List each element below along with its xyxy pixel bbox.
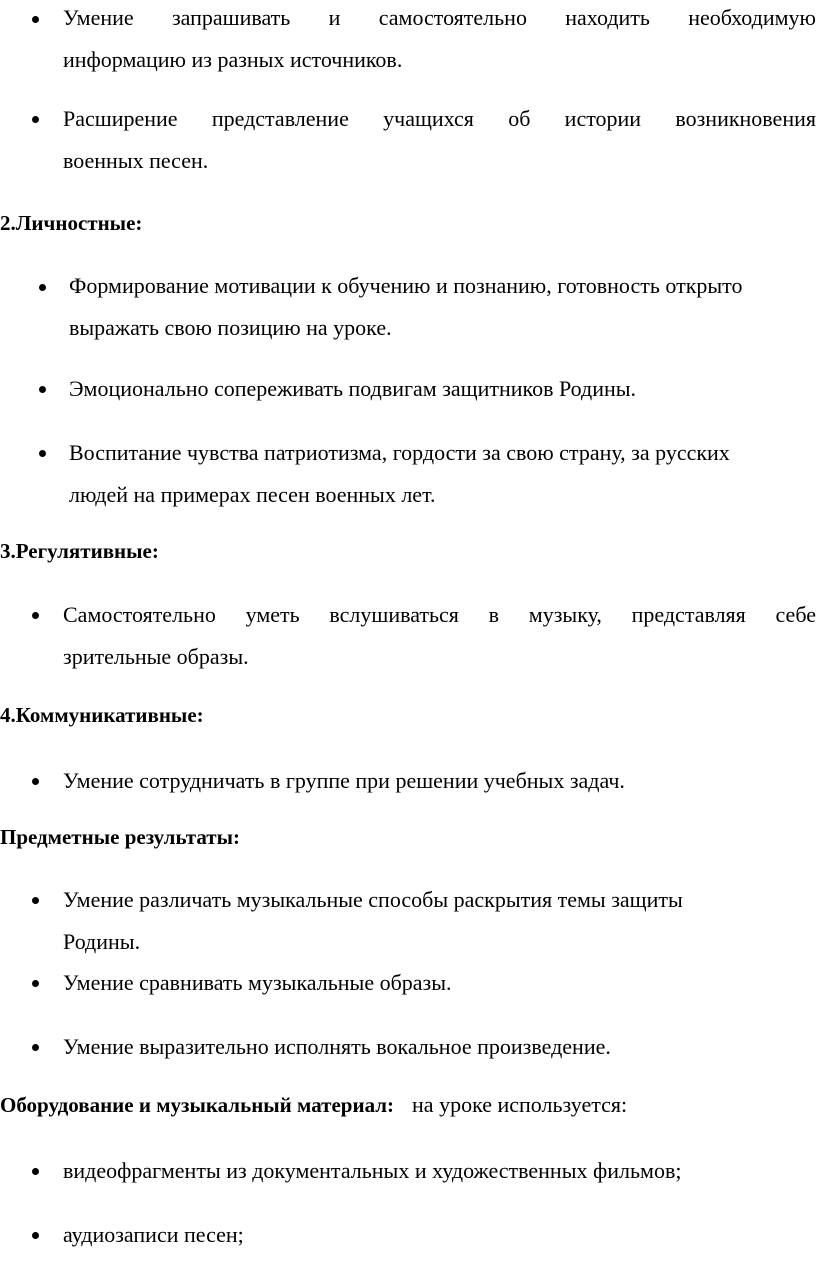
list-item-text: Воспитание чувства патриотизма, гордости за свою страну, за русских <box>69 440 730 465</box>
bullet-icon <box>32 1168 39 1175</box>
list-item-text: Умение запрашивать и самостоятельно находить необходимую <box>63 5 816 30</box>
list-item-text: Формирование мотивации к обучению и познанию, готовность открыто <box>69 273 743 298</box>
list-item-text: Эмоционально сопереживать подвигам защитников Родины. <box>69 376 637 401</box>
section-heading-regulative: 3.Регулятивные: <box>0 539 159 563</box>
list-item-text: людей на примерах песен военных лет. <box>69 482 436 507</box>
list-item-text: военных песен. <box>63 148 209 173</box>
equipment-heading-tail: на уроке используется: <box>412 1092 628 1117</box>
bullet-icon <box>32 980 39 987</box>
list-item-text: Самостоятельно уметь вслушиваться в музыку, представляя себе <box>63 602 816 627</box>
bullet-icon <box>32 897 39 904</box>
equipment-heading-label: Оборудование и музыкальный материал: <box>0 1093 395 1117</box>
list-item-text: информацию из разных источников. <box>63 47 403 72</box>
bullet-icon <box>39 284 46 291</box>
list-item-text: Родины. <box>63 929 141 954</box>
list-item-text: Умение выразительно исполнять вокальное произведение. <box>63 1034 611 1059</box>
list-item-text: аудиозаписи песен; <box>63 1222 244 1247</box>
list-item-text: Умение сравнивать музыкальные образы. <box>63 970 452 995</box>
bullet-icon <box>32 1044 39 1051</box>
bullet-icon <box>39 450 46 457</box>
bullet-icon <box>32 1232 39 1239</box>
list-item-text: видеофрагменты из документальных и художественных фильмов; <box>63 1158 682 1183</box>
list-item-text: зрительные образы. <box>63 644 249 669</box>
bullet-icon <box>32 778 39 785</box>
section-heading-equipment <box>0 1092 627 1118</box>
list-item-text: Умение различать музыкальные способы раскрытия темы защиты <box>63 887 683 912</box>
list-item-text: выражать свою позицию на уроке. <box>69 315 392 340</box>
list-item-text: Умение сотрудничать в группе при решении учебных задач. <box>63 768 625 793</box>
section-heading-subject: Предметные результаты: <box>0 825 240 849</box>
bullet-icon <box>32 612 39 619</box>
section-heading-personal: 2.Личностные: <box>0 211 143 235</box>
bullet-icon <box>32 116 39 123</box>
list-item-text: Расширение представление учащихся об истории возникновения <box>63 106 816 131</box>
section-heading-communicative: 4.Коммуникативные: <box>0 703 204 727</box>
bullet-icon <box>39 386 46 393</box>
bullet-icon <box>32 16 39 23</box>
